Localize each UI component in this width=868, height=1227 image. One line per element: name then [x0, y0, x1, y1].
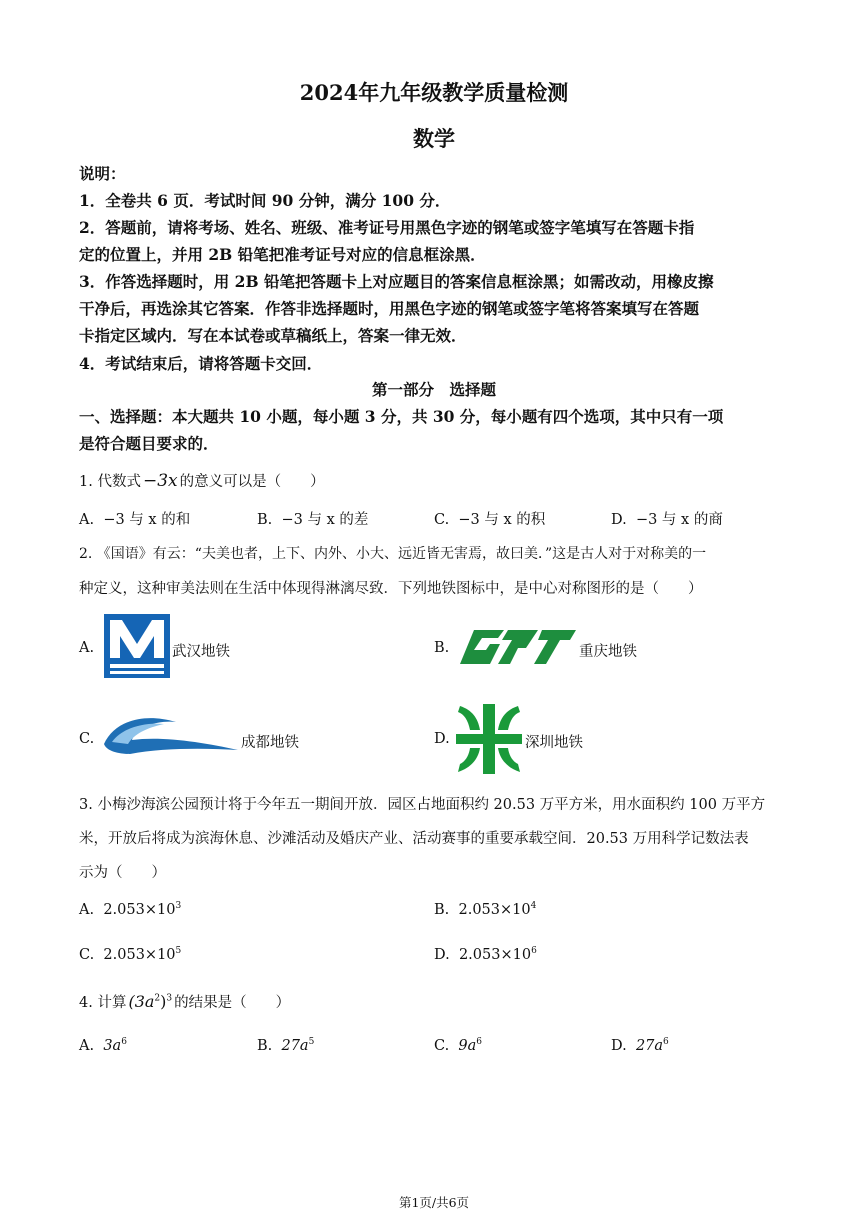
q2-option-c-letter[interactable]: C. [79, 731, 95, 747]
note-line: 定的位置上，并用 2B 铅笔把准考证号对应的信息框涂黑． [79, 245, 486, 264]
q2-option-b-letter[interactable]: B. [434, 640, 450, 656]
q4-option-b[interactable]: B. $27a^5$ [257, 1037, 315, 1054]
q3-option-b[interactable]: B. $2.053\times 10^4$ [434, 901, 537, 918]
q3-option-d[interactable]: D. $2.053\times 10^6$ [434, 946, 537, 963]
q1-expression: −3x [142, 471, 178, 491]
section-instruction: 一、选择题：本大题共 10 小题，每小题 3 分，共 30 分，每小题有四个选项，其中只有一项 [79, 407, 724, 426]
section-instruction: 是符合题目要求的． [79, 434, 219, 453]
q2-option-d-letter[interactable]: D. [434, 731, 450, 747]
q4-option-c[interactable]: C. $9a^6$ [434, 1037, 483, 1054]
q1-option-c[interactable]: C. −3 与 x 的积 [434, 512, 546, 528]
q4-expression: $(3a^2)^3$ [128, 992, 173, 1011]
question-4: 4. 计算 $(3a^2)^3$ 的结果是（ ） [79, 992, 291, 1011]
exam-title: 2024年九年级教学质量检测 [299, 80, 569, 105]
q1-option-d[interactable]: D. −3 与 x 的商 [611, 512, 723, 528]
q4-option-a[interactable]: A. $3a^6$ [79, 1037, 127, 1054]
page-number: 第1页/共6页 [398, 1195, 470, 1210]
subject-title: 数学 [413, 126, 455, 151]
question-2-line: 2. 《国语》有云：“夫美也者，上下、内外、小大、远近皆无害焉，故曰美．”这是古人对于对称美的一 [79, 546, 707, 562]
q3-option-a[interactable]: A. $2.053\times 10^3$ [79, 901, 182, 918]
q2-option-d-label: 深圳地铁 [525, 735, 583, 751]
q1-suffix: 的意义可以是（ ） [179, 474, 325, 490]
q2-option-a-letter[interactable]: A. [79, 640, 95, 656]
q2-option-b-label: 重庆地铁 [579, 644, 637, 660]
q2-option-a-label: 武汉地铁 [172, 644, 230, 660]
question-1 [79, 470, 325, 491]
question-2-line: 种定义，这种审美法则在生活中体现得淋漓尽致．下列地铁图标中，是中心对称图形的是（ ） [79, 581, 703, 597]
wuhan-metro-logo-icon [104, 614, 170, 678]
note-line: 2．答题前，请将考场、姓名、班级、准考证号用黑色字迹的钢笔或签字笔填写在答题卡指 [79, 218, 695, 237]
q2-option-c-label: 成都地铁 [241, 735, 299, 751]
notes-heading: 说明： [79, 164, 126, 183]
q1-option-b[interactable]: B. −3 与 x 的差 [257, 512, 369, 528]
chongqing-metro-logo-icon [460, 628, 576, 666]
chengdu-metro-logo-icon [102, 714, 240, 754]
note-line: 卡指定区域内．写在本试卷或草稿纸上，答案一律无效． [79, 326, 467, 345]
note-line: 干净后，再选涂其它答案．作答非选择题时，用黑色字迹的钢笔或签字笔将答案填写在答题 [79, 299, 700, 318]
question-3-line: 米，开放后将成为滨海休息、沙滩活动及婚庆产业、活动赛事的重要承载空间．20.53 万用科学记数法表 [79, 831, 749, 847]
note-line: 4．考试结束后，请将答题卡交回． [79, 354, 323, 373]
question-3-line: 示为（ ） [79, 865, 166, 881]
q1-option-a[interactable]: A. −3 与 x 的和 [79, 512, 191, 528]
q4-option-d[interactable]: D. $27a^6$ [611, 1037, 669, 1054]
note-line: 3．作答选择题时，用 2B 铅笔把答题卡上对应题目的答案信息框涂黑；如需改动，用橡皮擦 [79, 272, 714, 291]
part-title: 第一部分 选择题 [371, 380, 496, 399]
question-3-line: 3. 小梅沙海滨公园预计将于今年五一期间开放．园区占地面积约 20.53 万平方米，用水面积约 100 万平方 [79, 797, 766, 813]
q1-prefix: 1. 代数式 [79, 474, 141, 490]
q3-option-c[interactable]: C. $2.053\times 10^5$ [79, 946, 182, 963]
note-line: 1．全卷共 6 页．考试时间 90 分钟，满分 100 分． [79, 191, 451, 210]
shenzhen-metro-logo-icon [456, 704, 522, 774]
